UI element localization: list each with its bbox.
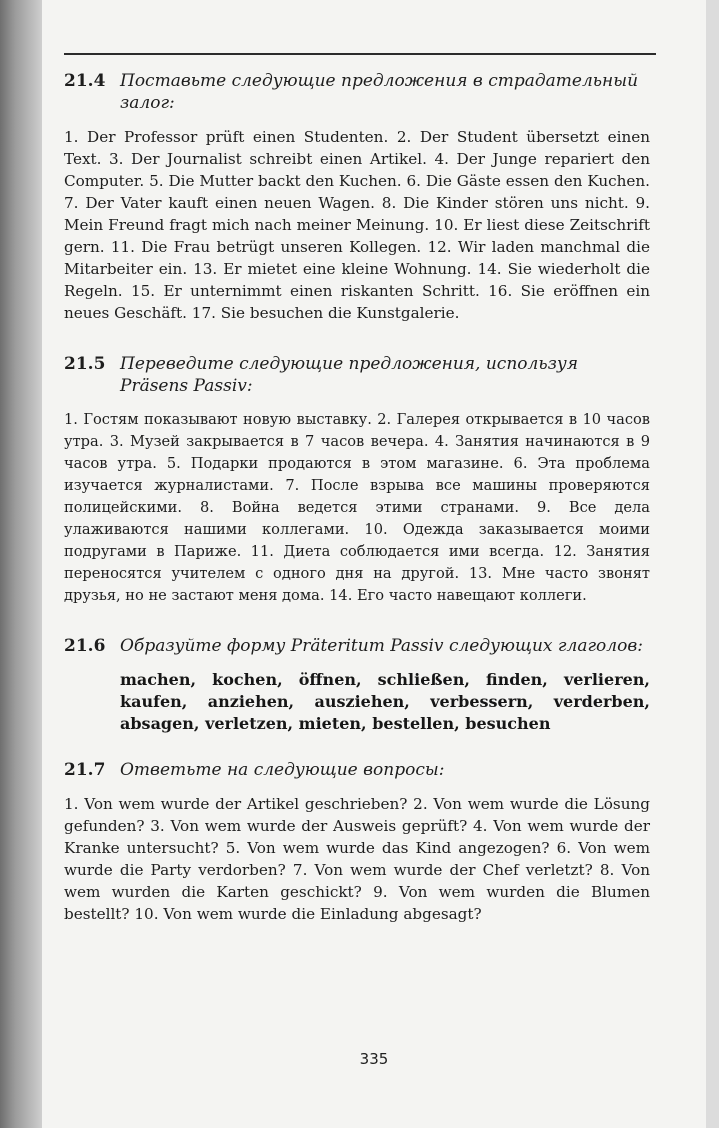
exercise-instruction: Переведите следующие предложения, используя Präsens Passiv: xyxy=(120,354,578,396)
exercise-instruction: Поставьте следующие предложения в страдательный залог: xyxy=(120,71,639,113)
exercise-text: 1. Von wem wurde der Artikel geschrieben? 2. Von wem wurde die Lösung gefunden? 3. Von wem wurde der Ausweis geprüft? 4. Von wem wurde der Kranke untersucht? 5. Von wem wurde das Kind angezogen? 6. Von wem wurde die Party verdorben? 7. Von wem wurde der Chef verletzt? 8. Von wem wurden die Karten geschickt? 9. Von wem wurden die Blumen bestellt? 10. Von wem wurde die Einladung abgesagt? xyxy=(64,795,650,923)
top-rule xyxy=(64,53,656,55)
page-content xyxy=(64,60,650,937)
exercise-number: 21.5 xyxy=(64,354,106,374)
page-number: 335 xyxy=(359,1050,389,1068)
exercise-text: 1. Der Professor prüft einen Studenten. 2. Der Student übersetzt einen Text. 3. Der Journalist schreibt einen Artikel. 4. Der Junge repariert den Computer. 5. Die Mutter backt den Kuchen. 6. Die Gäste essen den Kuchen. 7. Der Vater kauft einen neuen Wagen. 8. Die Kinder stören uns nicht. 9. Mein Freund fragt mich nach meiner Meinung. 10. Er liest diese Zeitschrift gern. 11. Die Frau betrügt unseren Kollegen. 12. Wir laden manchmal die Mitarbeiter ein. 13. Er mietet eine kleine Wohnung. 14. Sie wiederholt die Regeln. 15. Er unternimmt einen riskanten Schritt. 16. Sie eröffnen ein neues Geschäft. 17. Sie besuchen die Kunstgalerie. xyxy=(64,128,650,322)
exercise-header xyxy=(64,60,650,114)
exercise-instruction: Образуйте форму Präteritum Passiv следующих глаголов: xyxy=(120,636,643,656)
exercise-21-4 xyxy=(64,60,650,324)
exercise-header xyxy=(64,625,650,657)
exercise-header xyxy=(64,343,650,397)
exercise-21-6 xyxy=(64,625,650,735)
exercise-21-5 xyxy=(64,343,650,607)
exercise-number: 21.4 xyxy=(64,71,106,91)
exercise-text: 1. Гостям показывают новую выставку. 2. Галерея открывается в 10 часов утра. 3. Музей закрывается в 7 часов вечера. 4. Занятия начинаются в 9 часов утра. 5. Подарки продаются в этом магазине. 6. Эта проблема изучается журналистами. 7. После взрыва все машины проверяются полицейскими. 8. Война ведется этими странами. 9. Все дела улаживаются нашими коллегами. 10. Одежда заказывается моими подругами в Париже. 11. Диета соблюдается ими всегда. 12. Занятия переносятся учителем с одного дня на другой. 13. Мне часто звонят друзья, но не застают меня дома. 14. Его часто навещают коллеги. xyxy=(64,411,650,604)
verb-list: machen, kochen, öffnen, schließen, finden, verlieren, kaufen, anziehen, ausziehen, verbessern, verderben, absagen, verletzen, mieten, bestellen, besuchen xyxy=(120,670,650,733)
scan-shadow-edge xyxy=(0,0,42,1128)
exercise-21-7 xyxy=(64,749,650,925)
exercise-instruction: Ответьте на следующие вопросы: xyxy=(120,760,445,780)
book-page xyxy=(42,0,706,1128)
exercise-number: 21.7 xyxy=(64,760,106,780)
exercise-header xyxy=(64,749,650,781)
exercise-number: 21.6 xyxy=(64,636,106,656)
